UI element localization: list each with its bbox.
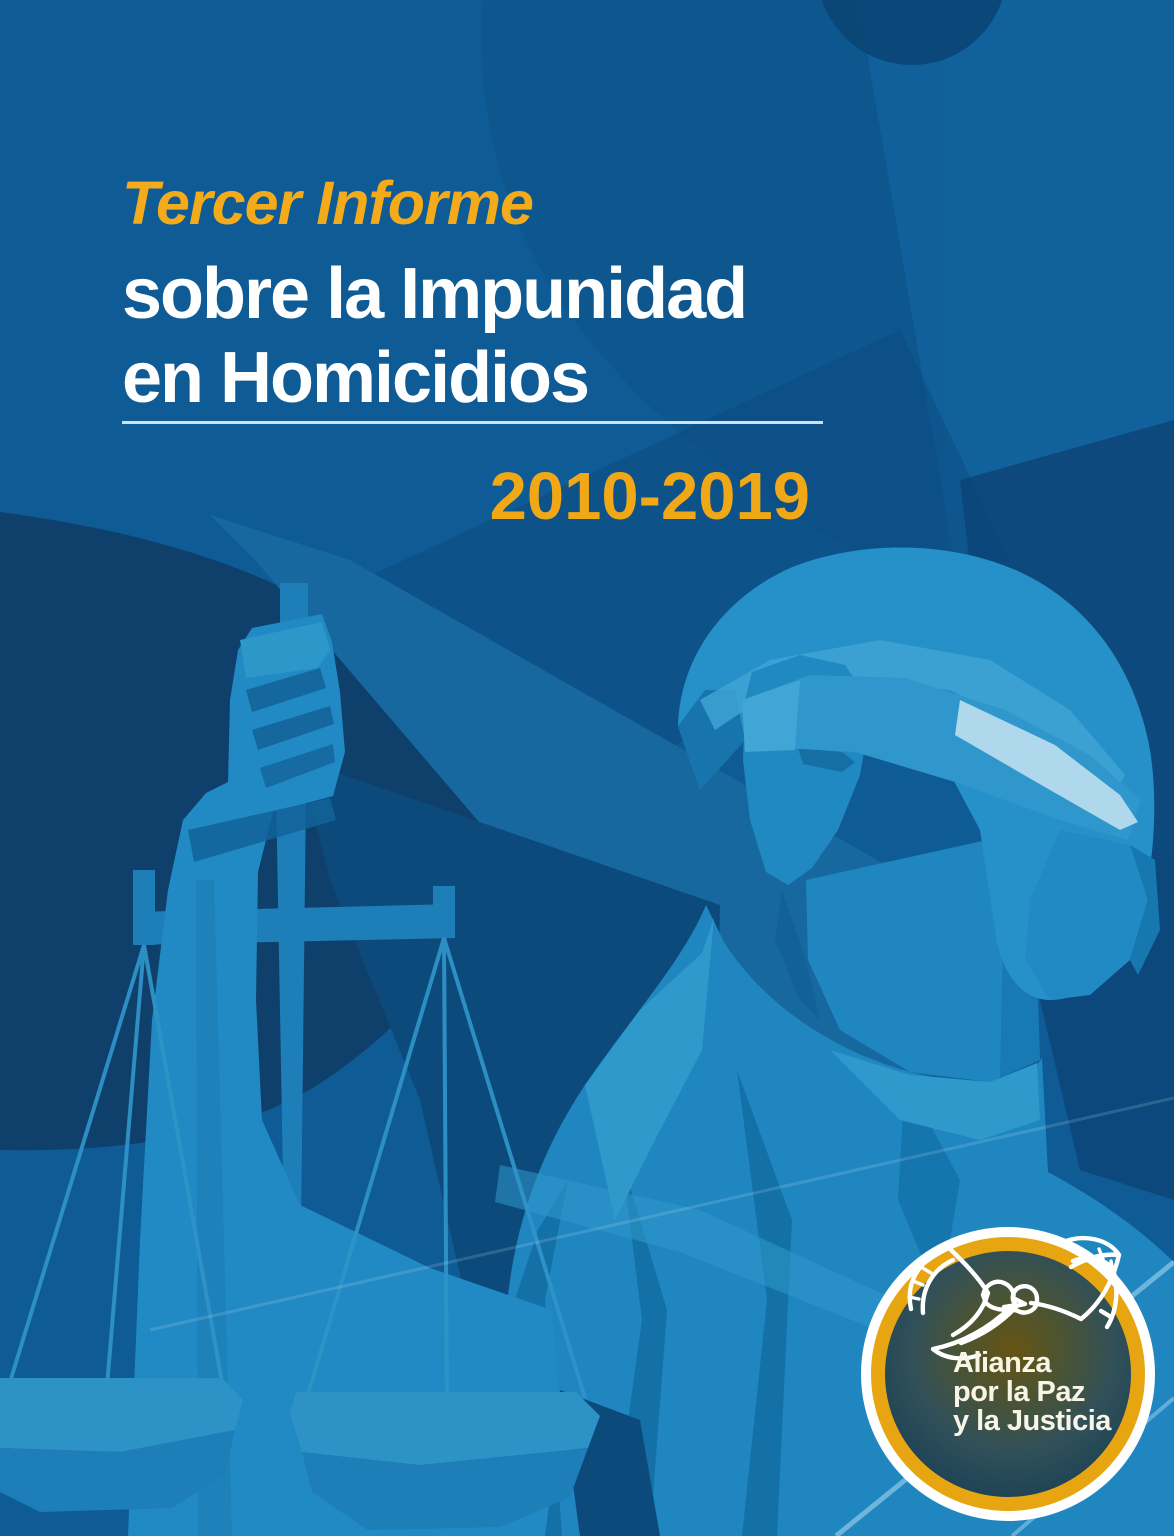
dove-wing [923,1260,953,1313]
report-kicker: Tercer Informe [122,169,533,237]
logo-text-line1: Alianza [953,1347,1052,1379]
report-title-line2: en Homicidios [122,338,589,418]
dove-tail [1101,1269,1116,1327]
logo-badge [861,1227,1155,1521]
title-separator-rule [122,421,823,424]
logo-text [953,1349,1111,1436]
report-period: 2010-2019 [489,459,810,534]
logo-text-line2: por la Paz [953,1376,1085,1408]
report-title-line1: sobre la Impunidad [122,254,747,334]
logo-text-line3: y la Justicia [953,1405,1111,1437]
